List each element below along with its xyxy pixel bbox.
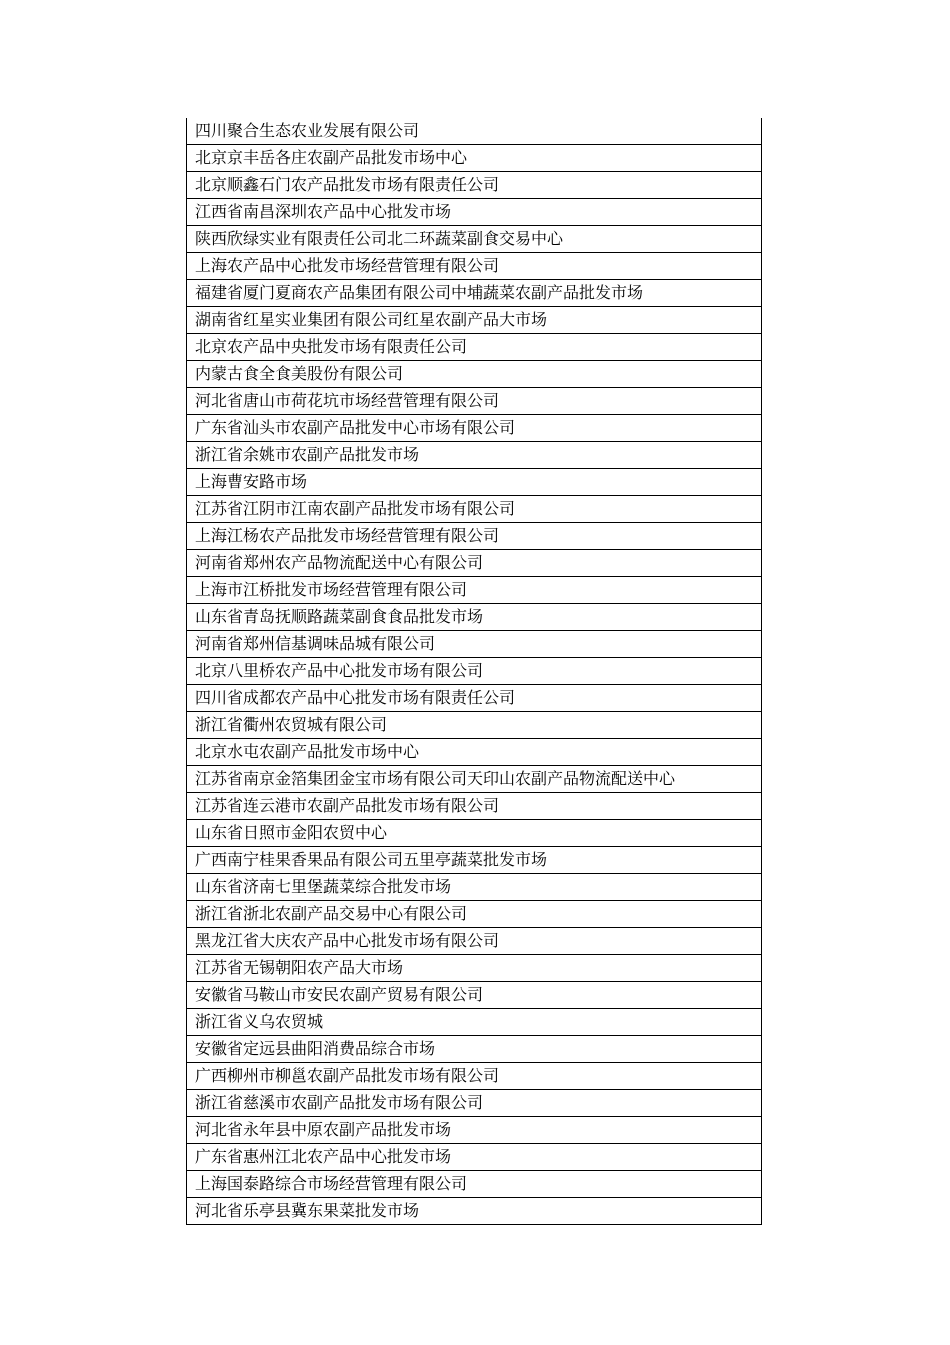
table-row [187,874,762,901]
market-name-cell [187,1063,762,1090]
market-table-wrapper [186,118,762,1225]
table-row [187,1198,762,1225]
market-name: 北京京丰岳各庄农副产品批发市场中心 [195,148,468,167]
market-name: 黑龙江省大庆农产品中心批发市场有限公司 [195,931,500,950]
market-name: 河南省郑州农产品物流配送中心有限公司 [195,553,484,572]
table-row [187,523,762,550]
market-name: 浙江省衢州农贸城有限公司 [195,715,388,734]
market-name: 北京农产品中央批发市场有限责任公司 [195,337,468,356]
market-name: 上海曹安路市场 [195,472,308,491]
market-name: 四川省成都农产品中心批发市场有限责任公司 [195,688,516,707]
table-row [187,496,762,523]
market-name-cell [187,955,762,982]
market-name-cell [187,307,762,334]
table-row [187,793,762,820]
table-row [187,280,762,307]
table-row [187,361,762,388]
market-name-cell [187,928,762,955]
market-name-cell [187,1090,762,1117]
table-row [187,550,762,577]
market-name-cell [187,496,762,523]
market-name-cell [187,820,762,847]
table-row [187,388,762,415]
table-row [187,847,762,874]
table-row [187,118,762,145]
market-name-cell [187,901,762,928]
table-row [187,604,762,631]
market-name: 上海市江桥批发市场经营管理有限公司 [195,580,468,599]
market-name-cell [187,523,762,550]
market-list-table [186,118,762,1225]
table-row [187,1171,762,1198]
market-name-cell [187,982,762,1009]
market-name-cell [187,550,762,577]
table-row [187,982,762,1009]
table-row [187,1036,762,1063]
table-row [187,658,762,685]
table-row [187,172,762,199]
market-name-cell [187,442,762,469]
market-name: 江苏省连云港市农副产品批发市场有限公司 [195,796,500,815]
table-row [187,334,762,361]
market-name-cell [187,1198,762,1225]
market-name-cell [187,145,762,172]
market-name-cell [187,1036,762,1063]
table-row [187,1090,762,1117]
market-name-cell [187,631,762,658]
table-row [187,631,762,658]
market-name: 上海江杨农产品批发市场经营管理有限公司 [195,526,500,545]
table-row [187,820,762,847]
market-name: 北京八里桥农产品中心批发市场有限公司 [195,661,484,680]
table-row [187,1144,762,1171]
table-row [187,955,762,982]
market-name: 安徽省定远县曲阳消费品综合市场 [195,1039,436,1058]
market-name-cell [187,658,762,685]
table-row [187,928,762,955]
market-name-cell [187,334,762,361]
market-name: 河南省郑州信基调味品城有限公司 [195,634,436,653]
table-row [187,442,762,469]
table-row [187,199,762,226]
market-name: 安徽省马鞍山市安民农副产贸易有限公司 [195,985,484,1004]
market-name-cell [187,253,762,280]
market-name: 浙江省义乌农贸城 [195,1012,324,1031]
market-name: 陕西欣绿实业有限责任公司北二环蔬菜副食交易中心 [195,229,564,248]
market-name: 内蒙古食全食美股份有限公司 [195,364,404,383]
table-row [187,253,762,280]
market-name-cell [187,874,762,901]
market-name-cell [187,280,762,307]
market-name-cell [187,361,762,388]
market-name: 江苏省南京金箔集团金宝市场有限公司天印山农副产品物流配送中心 [195,769,676,788]
market-name-cell [187,739,762,766]
market-name: 山东省青岛抚顺路蔬菜副食食品批发市场 [195,607,484,626]
market-name-cell [187,469,762,496]
market-name: 四川聚合生态农业发展有限公司 [195,121,420,140]
market-name: 江苏省江阴市江南农副产品批发市场有限公司 [195,499,516,518]
market-name-cell [187,1144,762,1171]
market-name: 广东省惠州江北农产品中心批发市场 [195,1147,452,1166]
market-name: 北京顺鑫石门农产品批发市场有限责任公司 [195,175,500,194]
table-row [187,226,762,253]
table-row [187,469,762,496]
market-name-cell [187,793,762,820]
table-row [187,712,762,739]
table-row [187,415,762,442]
market-name: 浙江省余姚市农副产品批发市场 [195,445,420,464]
market-name: 上海国泰路综合市场经营管理有限公司 [195,1174,468,1193]
market-name-cell [187,199,762,226]
market-name: 广东省汕头市农副产品批发中心市场有限公司 [195,418,516,437]
market-name-cell [187,226,762,253]
market-name-cell [187,1171,762,1198]
market-name: 北京水屯农副产品批发市场中心 [195,742,420,761]
market-name-cell [187,766,762,793]
table-row [187,739,762,766]
table-row [187,901,762,928]
market-name: 江西省南昌深圳农产品中心批发市场 [195,202,452,221]
table-row [187,1063,762,1090]
market-name-cell [187,577,762,604]
market-name: 河北省永年县中原农副产品批发市场 [195,1120,452,1139]
market-name: 广西南宁桂果香果品有限公司五里亭蔬菜批发市场 [195,850,548,869]
market-name-cell [187,172,762,199]
market-name: 浙江省浙北农副产品交易中心有限公司 [195,904,468,923]
market-name: 广西柳州市柳邕农副产品批发市场有限公司 [195,1066,500,1085]
market-name: 山东省济南七里堡蔬菜综合批发市场 [195,877,452,896]
market-name: 福建省厦门夏商农产品集团有限公司中埔蔬菜农副产品批发市场 [195,283,644,302]
table-row [187,685,762,712]
market-name-cell [187,1009,762,1036]
table-row [187,766,762,793]
table-row [187,1009,762,1036]
market-name: 河北省唐山市荷花坑市场经营管理有限公司 [195,391,500,410]
market-name: 浙江省慈溪市农副产品批发市场有限公司 [195,1093,484,1112]
market-name-cell [187,415,762,442]
market-name-cell [187,604,762,631]
market-name: 山东省日照市金阳农贸中心 [195,823,388,842]
market-name-cell [187,712,762,739]
market-name: 上海农产品中心批发市场经营管理有限公司 [195,256,500,275]
market-name: 江苏省无锡朝阳农产品大市场 [195,958,404,977]
market-name-cell [187,1117,762,1144]
market-name-cell [187,847,762,874]
table-row [187,1117,762,1144]
table-row [187,145,762,172]
market-name-cell [187,685,762,712]
table-row [187,307,762,334]
market-name-cell [187,388,762,415]
market-name: 河北省乐亭县冀东果菜批发市场 [195,1201,420,1220]
market-name-cell [187,118,762,145]
table-row [187,577,762,604]
market-name: 湖南省红星实业集团有限公司红星农副产品大市场 [195,310,548,329]
market-list-body [187,118,762,1225]
